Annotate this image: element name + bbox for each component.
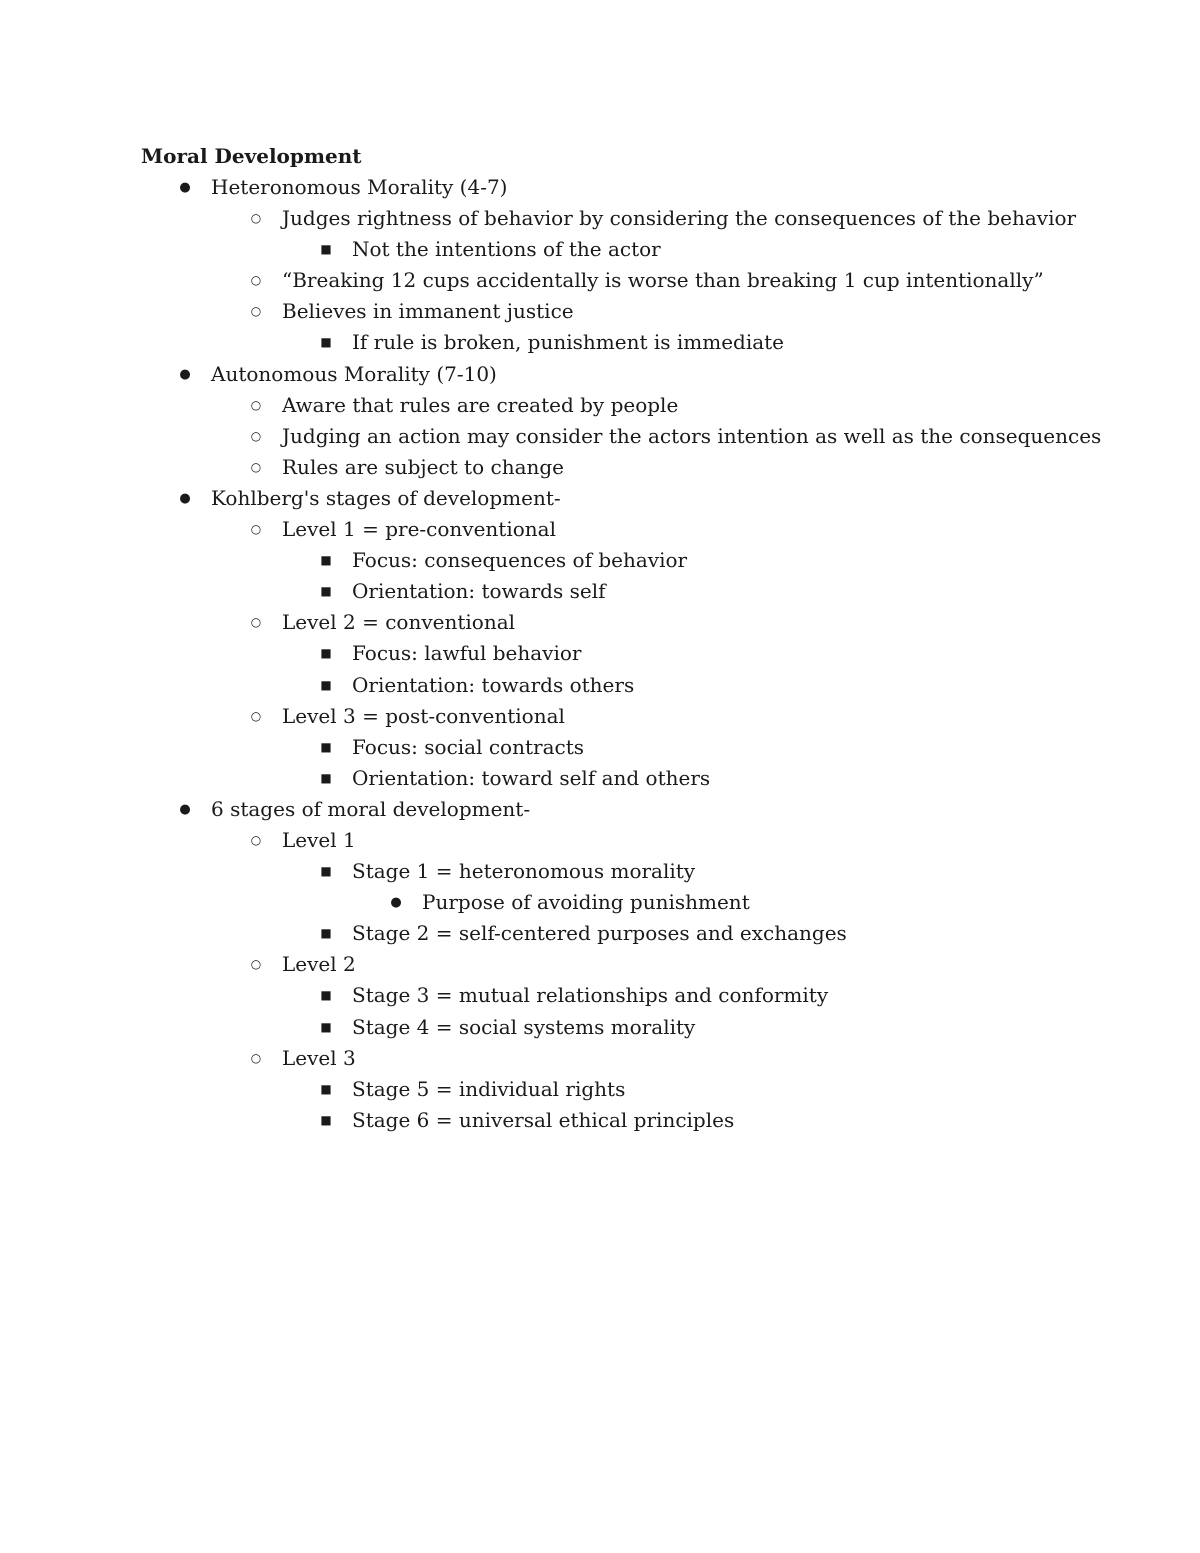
list-item-text: Judging an action may consider the actors intention as well as the consequences: [282, 423, 1102, 448]
bullet-icon: ■: [320, 553, 332, 568]
bullet-icon: ■: [320, 926, 332, 941]
bullet-icon: ■: [320, 739, 332, 754]
list-item-text: Focus: lawful behavior: [352, 641, 582, 666]
list-item-text: Autonomous Morality (7-10): [211, 361, 497, 386]
outline-list: [0, 172, 1200, 1136]
list-item: [0, 545, 1200, 576]
bullet-icon: ■: [320, 677, 332, 692]
list-item-text: Stage 6 = universal ethical principles: [352, 1107, 735, 1132]
bullet-icon: ■: [320, 646, 332, 661]
list-item-text: Believes in immanent justice: [282, 299, 574, 324]
bullet-icon: ○: [250, 708, 262, 723]
list-item-text: Orientation: towards self: [352, 579, 606, 604]
list-item: [0, 359, 1200, 390]
list-item-text: Stage 3 = mutual relationships and conformity: [352, 983, 829, 1008]
list-item-text: Heteronomous Morality (4-7): [211, 175, 508, 199]
list-item: [0, 327, 1200, 358]
list-item: [0, 732, 1200, 763]
list-item-text: Level 2 = conventional: [282, 610, 516, 635]
bullet-icon: ○: [250, 615, 262, 630]
list-item-text: Orientation: toward self and others: [352, 765, 711, 790]
bullet-icon: ■: [320, 988, 332, 1003]
list-item-text: Focus: social contracts: [352, 734, 584, 759]
list-item: [0, 980, 1200, 1011]
document-title: Moral Development: [141, 144, 362, 168]
list-item-text: 6 stages of moral development-: [211, 796, 531, 821]
bullet-icon: ■: [320, 864, 332, 879]
list-item-text: Aware that rules are created by people: [282, 392, 679, 417]
list-item: [0, 1105, 1200, 1136]
bullet-icon: ○: [250, 211, 262, 226]
bullet-icon: ■: [320, 770, 332, 785]
list-item: [0, 701, 1200, 732]
bullet-icon: ■: [320, 242, 332, 257]
list-item-text: Stage 1 = heteronomous morality: [352, 859, 696, 884]
list-item-text: Judges rightness of behavior by considering the consequences of the behavior: [282, 206, 1077, 231]
list-item: [0, 172, 1200, 203]
bullet-icon: ■: [320, 1019, 332, 1034]
list-item: [0, 856, 1200, 887]
bullet-icon: ○: [250, 428, 262, 443]
list-item: [0, 763, 1200, 794]
list-item-text: Kohlberg's stages of development-: [211, 485, 561, 510]
list-item: [0, 576, 1200, 607]
list-item: [0, 483, 1200, 514]
list-item: [0, 296, 1200, 327]
bullet-icon: ○: [250, 459, 262, 474]
bullet-icon: ●: [179, 180, 191, 195]
bullet-icon: ■: [320, 335, 332, 350]
bullet-icon: ○: [250, 1050, 262, 1065]
list-item: [0, 421, 1200, 452]
bullet-icon: ■: [320, 1081, 332, 1096]
list-item: [0, 390, 1200, 421]
list-item: [0, 949, 1200, 980]
list-item: [0, 1043, 1200, 1074]
list-item-text: Stage 4 = social systems morality: [352, 1014, 696, 1039]
list-item-text: Purpose of avoiding punishment: [422, 890, 750, 915]
list-item: [0, 670, 1200, 701]
list-item-text: If rule is broken, punishment is immediate: [352, 330, 785, 355]
bullet-icon: ○: [250, 522, 262, 537]
bullet-icon: ●: [179, 490, 191, 506]
bullet-icon: ○: [250, 397, 262, 412]
bullet-icon: ○: [250, 273, 262, 288]
list-item-text: Level 3 = post-conventional: [282, 703, 565, 728]
list-item: [0, 1012, 1200, 1043]
list-item-text: Level 1: [282, 827, 356, 852]
list-item-text: Not the intentions of the actor: [352, 237, 661, 262]
list-item: [0, 607, 1200, 638]
bullet-icon: ○: [250, 957, 262, 972]
list-item: [0, 514, 1200, 545]
list-item-text: Level 3: [282, 1045, 356, 1070]
list-item: [0, 918, 1200, 949]
list-item: [0, 794, 1200, 825]
list-item: [0, 1074, 1200, 1105]
list-item: [0, 203, 1200, 234]
bullet-icon: ■: [320, 1112, 332, 1127]
bullet-icon: ○: [250, 304, 262, 319]
bullet-icon: ●: [179, 366, 191, 382]
bullet-icon: ●: [390, 895, 402, 911]
bullet-icon: ■: [320, 584, 332, 599]
bullet-icon: ●: [179, 801, 191, 817]
list-item-text: Level 1 = pre-conventional: [282, 517, 556, 542]
list-item: [0, 265, 1200, 296]
list-item: [0, 825, 1200, 856]
list-item-text: Level 2: [282, 952, 356, 977]
list-item-text: Stage 2 = self-centered purposes and exchanges: [352, 921, 847, 946]
list-item: [0, 234, 1200, 265]
list-item-text: Stage 5 = individual rights: [352, 1076, 626, 1101]
list-item: [0, 887, 1200, 918]
list-item-text: “Breaking 12 cups accidentally is worse than breaking 1 cup intentionally”: [282, 268, 1044, 293]
list-item: [0, 452, 1200, 483]
list-item: [0, 638, 1200, 669]
list-item-text: Focus: consequences of behavior: [352, 548, 688, 573]
list-item-text: Rules are subject to change: [282, 454, 565, 479]
bullet-icon: ○: [250, 832, 262, 847]
list-item-text: Orientation: towards others: [352, 672, 635, 697]
